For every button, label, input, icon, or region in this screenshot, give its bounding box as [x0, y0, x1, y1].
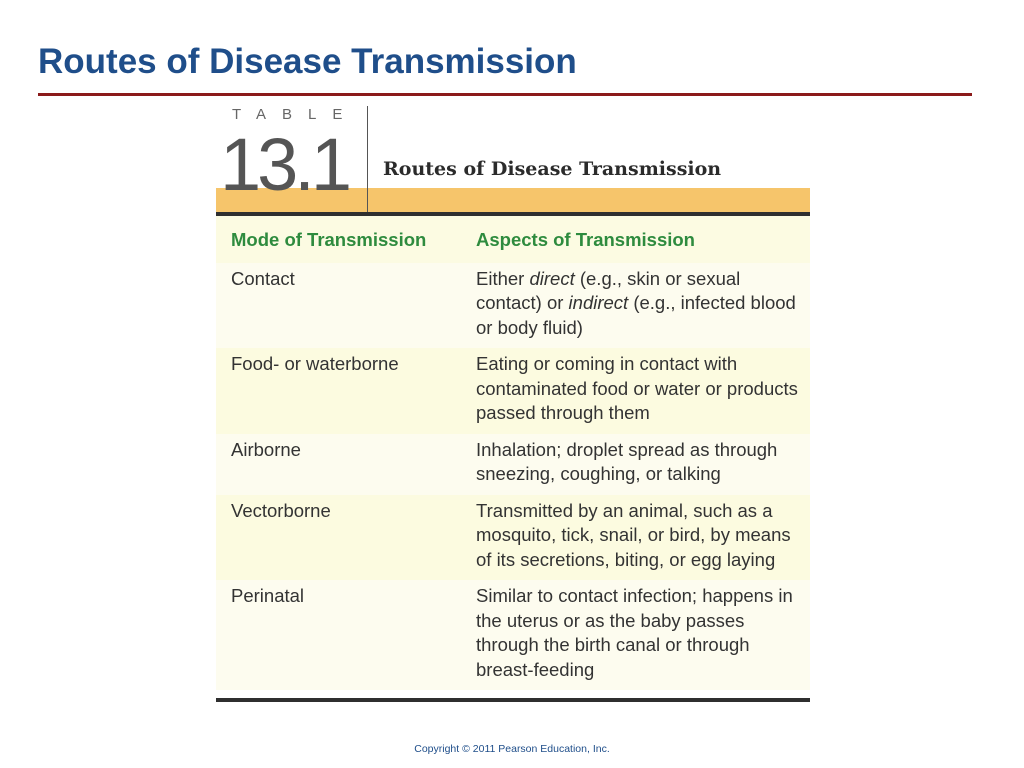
aspects-text: Either	[476, 267, 530, 289]
table-heading	[216, 100, 810, 210]
aspects-cell	[461, 348, 810, 434]
aspects-cell	[461, 263, 810, 349]
aspects-italic-text: indirect	[568, 292, 629, 313]
table-figure	[216, 100, 810, 702]
table-body	[216, 263, 810, 691]
slide-title: Routes of Disease Transmission	[38, 42, 577, 81]
transmission-table	[216, 216, 810, 690]
copyright-notice: Copyright © 2011 Pearson Education, Inc.	[414, 743, 610, 755]
aspects-cell	[461, 580, 810, 690]
aspects-text: Eating or coming in contact with contaminated food or water or products passed through them	[476, 353, 798, 423]
table-number: 13.1	[220, 123, 349, 206]
table-label-word: TABLE	[232, 106, 359, 123]
table-caption: Routes of Disease Transmission	[383, 158, 722, 180]
table-row	[216, 348, 810, 434]
table-header-row	[216, 216, 810, 263]
table-row	[216, 434, 810, 495]
mode-cell: Contact	[216, 263, 461, 349]
aspects-text: Similar to contact infection; happens in the uterus or as the baby passes through the birth canal or through breast-feeding	[476, 585, 793, 680]
mode-cell: Food- or waterborne	[216, 348, 461, 434]
mode-cell: Perinatal	[216, 580, 461, 690]
table-row	[216, 580, 810, 690]
title-underline	[38, 93, 972, 96]
aspects-text: Inhalation; droplet spread as through sneezing, coughing, or talking	[476, 438, 778, 484]
mode-cell: Airborne	[216, 434, 461, 495]
table-bottom-rule	[216, 698, 810, 702]
mode-cell: Vectorborne	[216, 495, 461, 581]
aspects-italic-text: direct	[529, 267, 575, 289]
column-header-aspects: Aspects of Transmission	[461, 216, 810, 263]
aspects-text: Transmitted by an animal, such as a mosquito, tick, snail, or bird, by means of its secretions, biting, or egg laying	[476, 499, 791, 570]
aspects-text: (e.g., skin or sexual contact) or	[476, 267, 741, 313]
aspects-text: (e.g., infected blood or body fluid)	[476, 292, 796, 338]
column-header-mode: Mode of Transmission	[216, 216, 461, 263]
table-row	[216, 263, 810, 349]
aspects-cell	[461, 434, 810, 495]
table-heading-divider	[367, 106, 368, 212]
aspects-cell	[461, 495, 810, 581]
table-row	[216, 495, 810, 581]
